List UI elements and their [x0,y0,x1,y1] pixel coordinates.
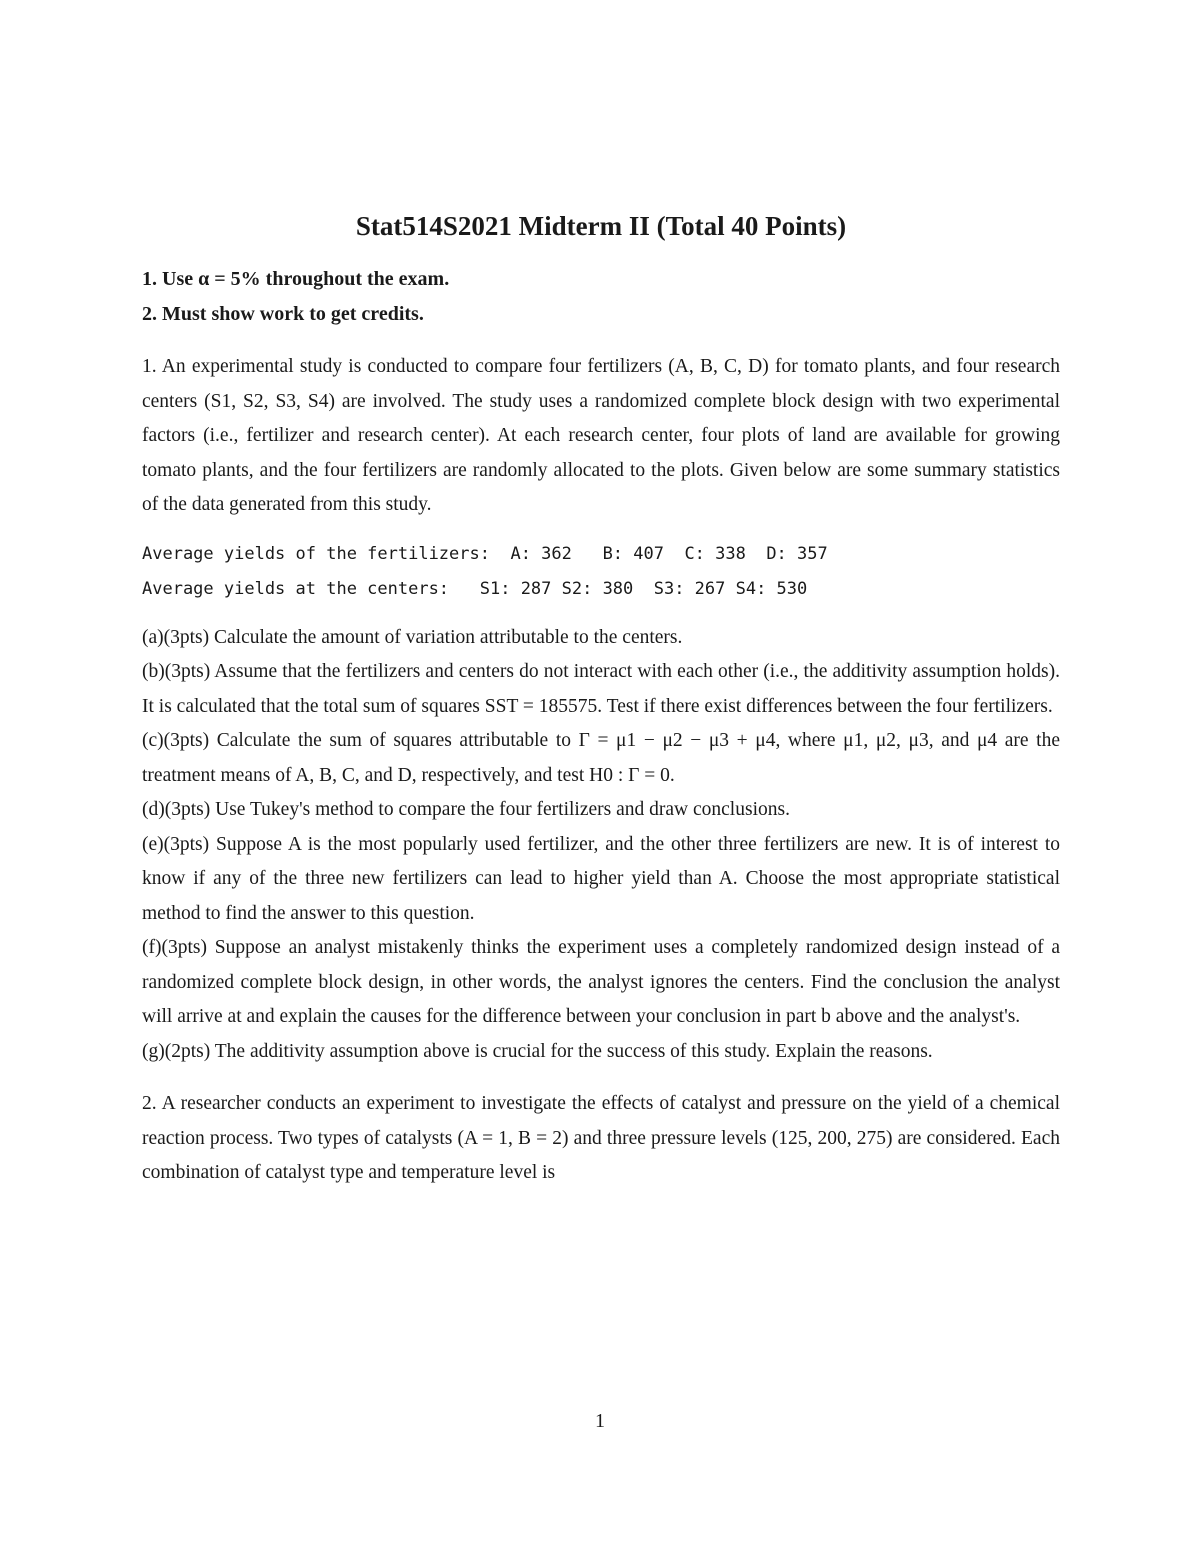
q1-part-a: (a)(3pts) Calculate the amount of variation attributable to the centers. [142,626,683,648]
q1-part-f: (f)(3pts) Suppose an analyst mistakenly thinks the experiment uses a completely randomized design instead of a randomized complete block design, in other words, the analyst ignores the centers. Find the conclusion the analyst will arrive at and explain the causes for the difference between your conclusion in part b above and the analyst's. [142,937,1060,1027]
exam-title: Stat514S2021 Midterm II (Total 40 Points) [355,211,847,241]
q1-part-g: (g)(2pts) The additivity assumption above is crucial for the success of this study. Explain the reasons. [142,1040,933,1062]
q1-stats-fertilizers: Average yields of the fertilizers: A: 362 B: 407 C: 338 D: 357 [142,543,828,564]
q1-part-d: (d)(3pts) Use Tukey's method to compare the four fertilizers and draw conclusions. [142,799,790,820]
q2-intro: 2. A researcher conducts an experiment to investigate the effects of catalyst and pressure on the yield of a chemical reaction process. Two types of catalysts (A = 1, B = 2) and three pressure levels (125, 200, 275) are considered. Each combination of catalyst type and temperature level is [142,1093,1060,1183]
q1-intro: 1. An experimental study is conducted to compare four fertilizers (A, B, C, D) for tomato plants, and four research centers (S1, S2, S3, S4) are involved. The study uses a randomized complete block design with two experimental factors (i.e., fertilizer and research center). At each research center, four plots of land are available for growing tomato plants, and the four fertilizers are randomly allocated to the plots. Given below are some summary statistics of the data generated from this study. [142,356,1060,515]
q1-stats-centers: Average yields at the centers: S1: 287 S2: 380 S3: 267 S4: 530 [142,578,808,599]
q1-part-e: (e)(3pts) Suppose A is the most popularly used fertilizer, and the other three fertilizers are new. It is of interest to know if any of the three new fertilizers can lead to higher yield than A. Choose the most appropriate statistical method to find the answer to this question. [142,833,1060,924]
q1-part-b: (b)(3pts) Assume that the fertilizers and centers do not interact with each other (i.e., the additivity assumption holds). It is calculated that the total sum of squares SST = 185575. Test if there exist differences between the four fertilizers. [142,661,1060,717]
exam-page [142,206,1060,1191]
page-number: 1 [595,1410,605,1432]
instruction-2: 2. Must show work to get credits. [142,303,424,325]
q1-part-c: (c)(3pts) Calculate the sum of squares attributable to Γ = μ1 − μ2 − μ3 + μ4, where μ1, μ2, μ3, and μ4 are the treatment means of A, B, C, and D, respectively, and test H0 : Γ = 0. [142,730,1060,786]
instruction-1: 1. Use α = 5% throughout the exam. [142,268,450,290]
